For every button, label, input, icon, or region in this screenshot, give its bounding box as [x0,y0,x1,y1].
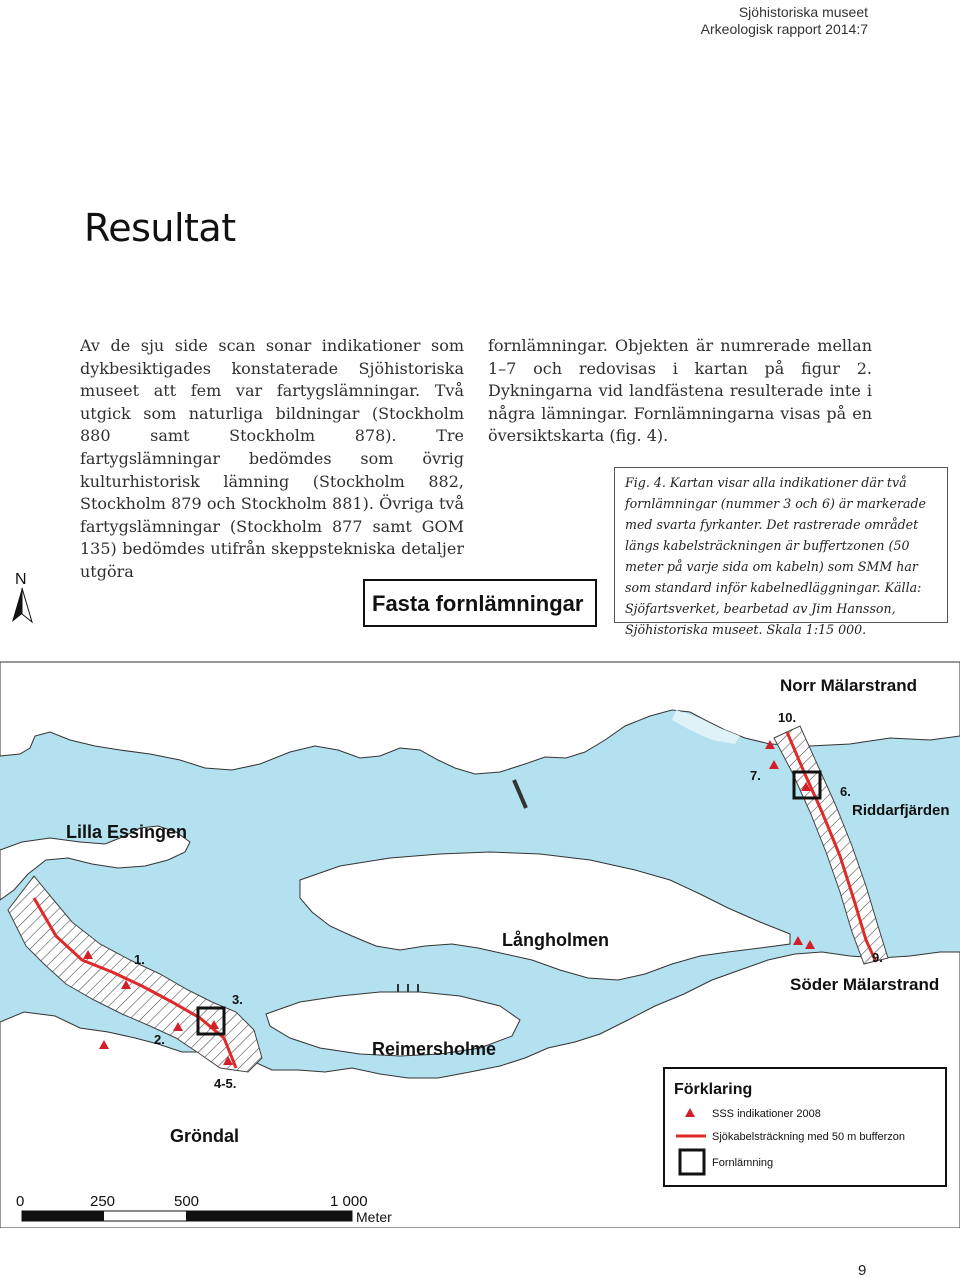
scale-segment-1 [22,1211,104,1221]
label-1: 1. [134,952,145,967]
body-column-right [488,335,872,448]
legend-title: Förklaring [674,1081,753,1098]
place-riddarfjarden: Riddarfjärden [852,802,950,819]
north-arrow-icon [12,588,22,622]
scale-segment-2 [186,1211,352,1221]
map-title: Fasta fornlämningar [372,591,584,616]
label-2: 2. [154,1032,165,1047]
scale-1000: 1 000 [330,1193,368,1210]
place-langholmen: Långholmen [502,930,609,950]
figure-caption: Fig. 4. Kartan visar alla indikationer där två fornlämningar (nummer 3 och 6) är markerade med svarta fyrkanter. Det rastrerade området längs kabelsträckningen är buffertzonen (50 meter på varje sida om kabeln) som SMM har som standard inför kabelnedläggningar. Källa: Sjöfartsverket, bearbetad av Jim Hansson, Sjöhistoriska museet. Skala 1:15 000. [614,467,948,623]
place-lilla-essingen: Lilla Essingen [66,822,188,842]
body-column-left [80,335,464,584]
north-label: N [15,571,27,588]
scale-unit: Meter [356,1209,392,1225]
place-grondal: Gröndal [170,1126,240,1146]
label-3: 3. [232,992,243,1007]
scale-0: 0 [16,1193,25,1210]
map-figure [0,560,960,1228]
body-paragraph-right: fornlämningar. Objekten är numrerade mellan 1–7 och redovisas i kartan på figur 2. Dykningarna vid landfästena resulterade inte i några lämningar. Fornlämningarna visas på en översiktskarta (fig. 4). [488,336,872,446]
section-title: Resultat [84,206,236,250]
header-report: Arkeologisk rapport 2014:7 [700,21,868,37]
map-legend [664,1068,946,1186]
label-10: 10. [778,710,797,725]
scale-250: 250 [90,1193,116,1210]
label-9: 9. [872,950,883,965]
legend-item-cable: Sjökabelsträckning med 50 m bufferzon [712,1131,906,1143]
place-reimersholme: Reimersholme [372,1039,497,1059]
legend-item-fornlamning: Fornlämning [712,1157,774,1169]
header-institution: Sjöhistoriska museet [738,4,868,20]
running-header [701,4,868,38]
scale-500: 500 [174,1193,200,1210]
label-4-5: 4-5. [214,1076,237,1091]
place-soder-malarstrand: Söder Mälarstrand [790,975,940,994]
label-6: 6. [840,784,851,799]
label-7: 7. [750,768,761,783]
body-paragraph-left: Av de sju side scan sonar indikationer som dykbesiktigades konstaterade Sjöhistoriska museet att fem var fartygslämningar. Två utgick som naturliga bildningar (Stockholm 880 samt Stockholm 878). Tre fartygslämningar bedömdes som övrig kulturhistorisk lämning (Stockholm 882, Stockholm 879 och Stockholm 881). Övriga två fartygslämningar (Stockholm 877 samt GOM 135) bedömdes utifrån skeppstekniska detaljer utgöra [80,336,464,581]
place-norr-malarstrand: Norr Mälarstrand [780,676,917,695]
north-arrow [12,571,32,622]
legend-item-sss: SSS indikationer 2008 [712,1108,821,1120]
page-number: 9 [858,1262,867,1279]
